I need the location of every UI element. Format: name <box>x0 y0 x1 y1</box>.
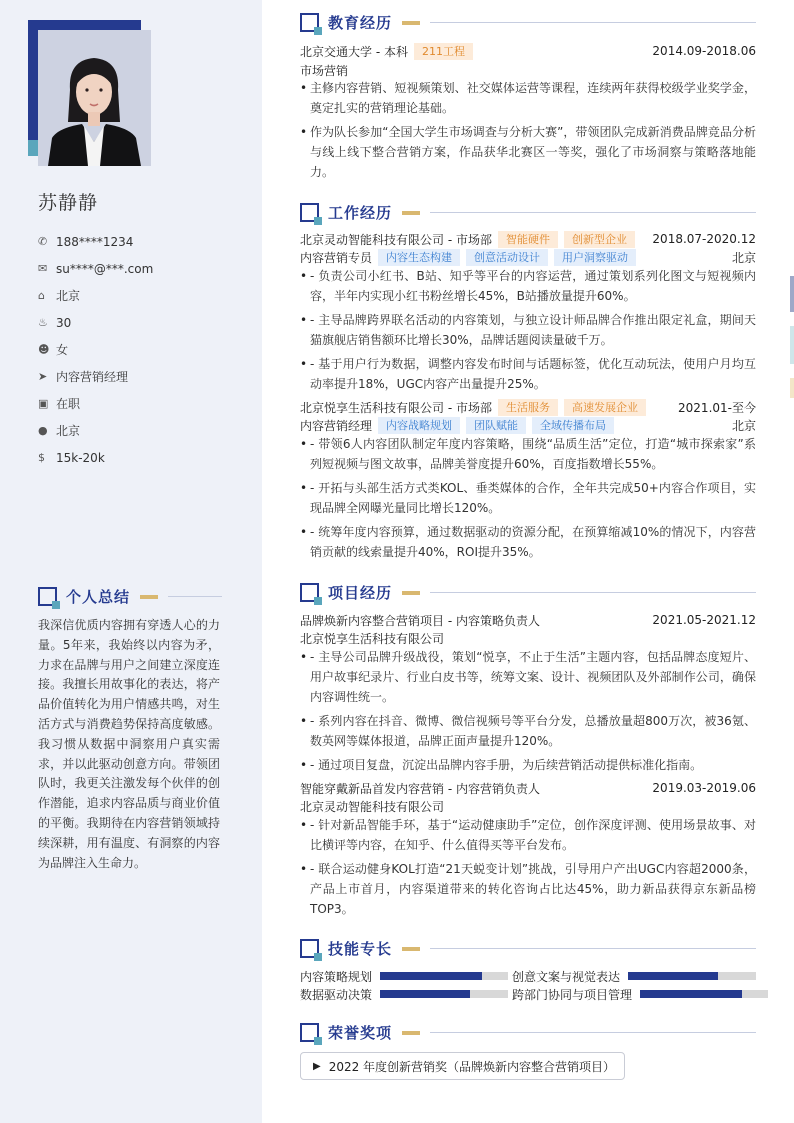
list-item: • - 带领6人内容团队制定年度内容策略，围绕“品质生活”定位，打造“城市探索家”系列短视频与图文故事，品牌美誉度提升60%，百度指数增长55%。 <box>300 434 756 474</box>
project-org-row <box>300 797 756 815</box>
skill-fill <box>640 990 742 998</box>
gender-icon: ☻ <box>38 343 50 356</box>
location-icon: ● <box>38 424 48 437</box>
section-divider <box>430 948 756 949</box>
job-bullets <box>300 434 756 566</box>
list-item: • - 负责公司小红书、B站、知乎等平台的内容运营，通过策划系列化图文与短视频内容，半年内实现小红书粉丝增长45%，B站播放量提升60%。 <box>300 266 756 306</box>
major: 市场营销 <box>300 63 349 78</box>
project-org: 北京悦享生活科技有限公司 <box>300 631 445 646</box>
info-row <box>38 336 248 363</box>
project-header-row <box>300 611 756 629</box>
list-item: • - 系列内容在抖音、微博、微信视频号等平台分发，总播放量超800万次，被36氪、数英网等媒体报道，品牌正面声量提升120%。 <box>300 711 756 751</box>
job-header-row <box>300 398 756 416</box>
project-date: 2019.03-2019.06 <box>652 781 756 795</box>
role-tag: 创意活动设计 <box>466 249 548 266</box>
education-header-row <box>300 42 756 60</box>
education-section-header <box>300 12 756 33</box>
list-item: • - 基于用户行为数据，调整内容发布时间与话题标签，优化互动玩法，使用户月均互动率提升18%，UGC内容产出量提升25%。 <box>300 354 756 394</box>
list-item: • - 通过项目复盘，沉淀出品牌内容手册，为后续营销活动提供标准化指南。 <box>300 755 756 775</box>
section-accent-bar <box>402 211 420 215</box>
info-text: 在职 <box>56 397 81 411</box>
projects-title: 项目经历 <box>328 584 393 602</box>
section-accent-bar <box>402 947 420 951</box>
job-role-row <box>300 248 756 266</box>
edge-marker <box>790 326 794 364</box>
skill-bar <box>380 972 508 980</box>
info-text: 内容营销经理 <box>56 370 129 384</box>
company-name: 北京灵动智能科技有限公司 - 市场部 <box>300 232 492 247</box>
education-bullets <box>300 78 756 186</box>
skill-label: 数据驱动决策 <box>300 987 373 1002</box>
section-square-icon <box>300 1023 319 1042</box>
list-item: • - 统筹年度内容预算，通过数据驱动的资源分配，在预算缩减10%的情况下，内容营销贡献的线索量提升40%，ROI提升35%。 <box>300 522 756 562</box>
company-tag: 高速发展企业 <box>564 399 646 416</box>
section-square-icon <box>300 13 319 32</box>
education-title: 教育经历 <box>328 14 393 32</box>
edge-marker <box>790 276 794 312</box>
info-text: 30 <box>56 315 72 330</box>
cake-icon: ♨ <box>38 316 48 329</box>
photo-accent-decoration <box>28 140 38 156</box>
school-name: 北京交通大学 - 本科 <box>300 44 408 59</box>
list-item: • - 联合运动健身KOL打造“21天蜕变计划”挑战，引导用户产出UGC内容超2000条，产品上市首月，内容渠道带来的转化咨询占比达45%，助力新品获得京东新品榜TOP3。 <box>300 859 756 919</box>
avatar <box>38 30 151 166</box>
project-bullets <box>300 815 756 923</box>
skills-title: 技能专长 <box>328 940 393 958</box>
info-row <box>38 363 248 390</box>
section-divider <box>430 212 756 213</box>
summary-title: 个人总结 <box>66 588 131 606</box>
info-row <box>38 444 248 471</box>
list-item: • 主修内容营销、短视频策划、社交媒体运营等课程，连续两年获得校级学业奖学金，奠定扎实的营销理论基础。 <box>300 78 756 118</box>
list-item: • - 主导品牌跨界联名活动的内容策划，与独立设计师品牌合作推出限定礼盒，期间天猫旗舰店销售额环比增长30%，品牌话题阅读量破千万。 <box>300 310 756 350</box>
skill-bar <box>640 990 768 998</box>
job-date: 2018.07-2020.12 <box>652 232 756 246</box>
skill-fill <box>380 990 470 998</box>
section-square-icon <box>38 587 57 606</box>
education-major-row <box>300 61 756 79</box>
skill-bar <box>380 990 508 998</box>
info-text: su****@***.com <box>56 261 154 276</box>
award-text: 2022 年度创新营销奖（品牌焕新内容整合营销项目） <box>328 1059 616 1074</box>
project-bullets <box>300 647 756 779</box>
list-item: • 作为队长参加“全国大学生市场调查与分析大赛”，带领团队完成新消费品牌竞品分析与线上线下整合营销方案，作品获华北赛区一等奖，强化了市场洞察与策略落地能力。 <box>300 122 756 182</box>
info-row <box>38 417 248 444</box>
work-title: 工作经历 <box>328 204 393 222</box>
info-text: 女 <box>56 343 69 357</box>
job-city: 北京 <box>731 418 756 433</box>
send-icon: ➤ <box>38 370 48 383</box>
skill-label: 创意文案与视觉表达 <box>512 969 621 984</box>
job-role: 内容营销专员 <box>300 250 373 265</box>
candidate-name: 苏静静 <box>38 192 99 214</box>
list-item: • - 针对新品智能手环，基于“运动健康助手”定位，创作深度评测、使用场景故事、对比横评等内容，在知乎、什么值得买等平台发布。 <box>300 815 756 855</box>
section-square-icon <box>300 203 319 222</box>
section-accent-bar <box>140 595 158 599</box>
summary-text: 我深信优质内容拥有穿透人心的力量。5年来，我始终以内容为矛，力求在品牌与用户之间建立深度连接。我擅长用故事化的表达，将产品价值转化为用户情感共鸣，对生活方式与消费趋势保持高度敏感。我习惯从数据中洞察用户真实需求，并以此驱动创意方向。带领团队时，我更关注激发每个伙伴的创作潜能，追求内容品质与商业价值的平衡。我期待在内容营销领域持续深耕，用有温度、有洞察的内容为品牌注入生命力。 <box>38 618 220 870</box>
awards-section-header <box>300 1022 756 1043</box>
work-section-header <box>300 202 756 223</box>
job-date: 2021.01-至今 <box>678 400 756 415</box>
school-tag: 211工程 <box>414 43 473 60</box>
project-org-row <box>300 629 756 647</box>
job-header-row <box>300 230 756 248</box>
info-row <box>38 309 248 336</box>
role-tag: 全域传播布局 <box>532 417 614 434</box>
info-row <box>38 255 248 282</box>
briefcase-icon: ▣ <box>38 397 49 410</box>
job-role: 内容营销经理 <box>300 418 373 433</box>
contact-info <box>38 228 248 471</box>
list-item: • - 主导公司品牌升级战役，策划“悦享，不止于生活”主题内容，包括品牌态度短片、用户故事纪录片、行业白皮书等，统筹文案、设计、视频团队及外部制作公司，确保内容调性统一。 <box>300 647 756 707</box>
job-bullets <box>300 266 756 398</box>
info-text: 15k-20k <box>56 450 105 465</box>
sidebar <box>0 0 262 1123</box>
job-city: 北京 <box>731 250 756 265</box>
info-text: 188****1234 <box>56 234 134 249</box>
section-square-icon <box>300 583 319 602</box>
skills-section-header <box>300 938 756 959</box>
award-item <box>300 1052 625 1080</box>
info-row <box>38 228 248 255</box>
edge-marker <box>790 378 794 398</box>
skill-bar <box>628 972 756 980</box>
list-item: • - 开拓与头部生活方式类KOL、垂类媒体的合作，全年共完成50+内容合作项目，实现品牌全网曝光量同比增长120%。 <box>300 478 756 518</box>
info-text: 北京 <box>56 289 81 303</box>
section-divider <box>168 596 222 597</box>
mail-icon: ✉ <box>38 262 48 275</box>
role-tag: 用户洞察驱动 <box>554 249 636 266</box>
section-divider <box>430 592 756 593</box>
section-accent-bar <box>402 1031 420 1035</box>
company-tag: 创新型企业 <box>564 231 635 248</box>
education-date: 2014.09-2018.06 <box>652 44 756 58</box>
company-name: 北京悦享生活科技有限公司 - 市场部 <box>300 400 492 415</box>
section-square-icon <box>300 939 319 958</box>
role-tag: 团队赋能 <box>466 417 526 434</box>
project-name: 智能穿戴新品首发内容营销 - 内容营销负责人 <box>300 781 540 796</box>
company-tag: 生活服务 <box>498 399 558 416</box>
play-triangle-icon: ▶ <box>313 1060 321 1072</box>
projects-section-header <box>300 582 756 603</box>
section-accent-bar <box>402 21 420 25</box>
skill-label: 跨部门协同与项目管理 <box>512 987 633 1002</box>
project-org: 北京灵动智能科技有限公司 <box>300 799 445 814</box>
awards-title: 荣誉奖项 <box>328 1024 393 1042</box>
company-tag: 智能硬件 <box>498 231 558 248</box>
salary-icon: $ <box>38 451 45 464</box>
project-date: 2021.05-2021.12 <box>652 613 756 627</box>
section-accent-bar <box>402 591 420 595</box>
skill-label: 内容策略规划 <box>300 969 373 984</box>
skill-fill <box>628 972 718 980</box>
section-divider <box>430 1032 756 1033</box>
info-row <box>38 390 248 417</box>
skill-fill <box>380 972 482 980</box>
home-icon: ⌂ <box>38 289 45 302</box>
summary-section-header <box>38 586 222 607</box>
phone-icon: ✆ <box>38 235 48 248</box>
role-tag: 内容战略规划 <box>378 417 460 434</box>
project-name: 品牌焕新内容整合营销项目 - 内容策略负责人 <box>300 613 540 628</box>
info-row <box>38 282 248 309</box>
section-divider <box>430 22 756 23</box>
job-role-row <box>300 416 756 434</box>
project-header-row <box>300 779 756 797</box>
info-text: 北京 <box>56 424 81 438</box>
role-tag: 内容生态构建 <box>378 249 460 266</box>
